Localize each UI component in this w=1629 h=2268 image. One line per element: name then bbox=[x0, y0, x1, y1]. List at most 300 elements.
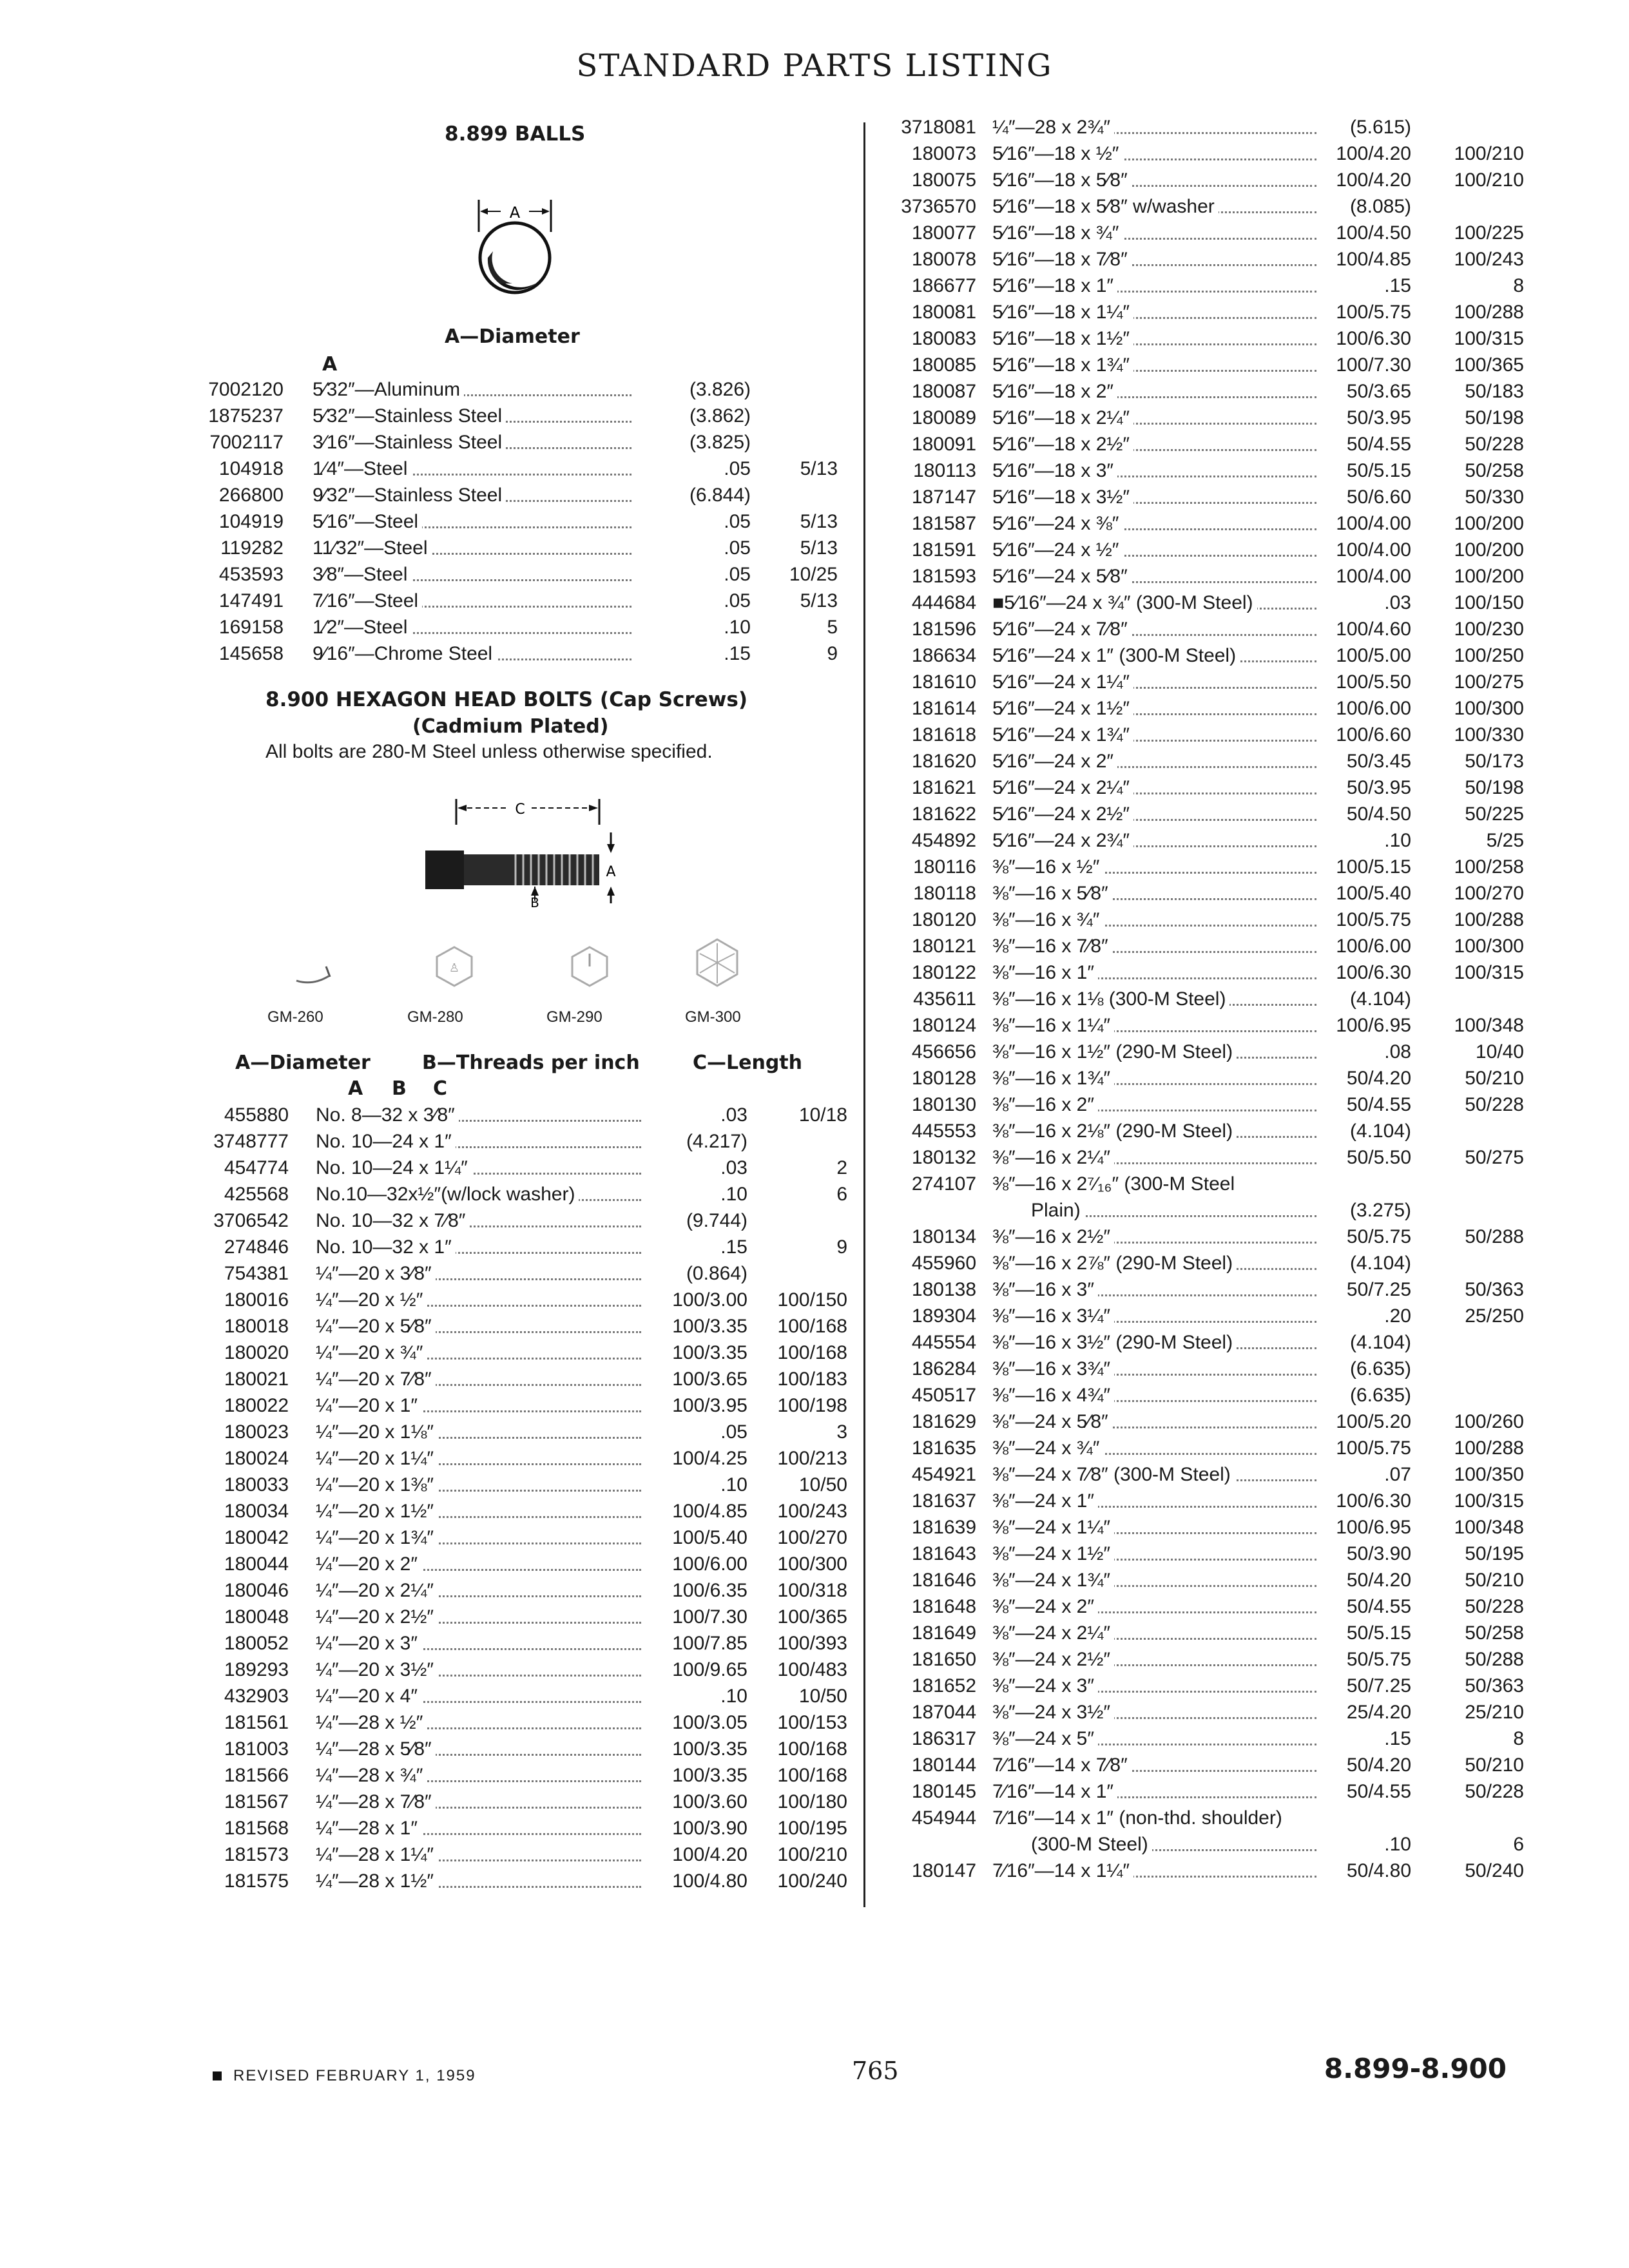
description-text: 5⁄16″—18 x 2¼″ bbox=[992, 407, 1133, 428]
description-text: ⅜″—24 x 1″ bbox=[992, 1490, 1098, 1512]
part-number: 104918 bbox=[218, 458, 284, 479]
table-row bbox=[867, 616, 1530, 642]
part-description bbox=[992, 722, 1316, 748]
part-number: 145658 bbox=[218, 643, 284, 664]
unit-price: .07 bbox=[1384, 1464, 1411, 1485]
part-number: 104919 bbox=[218, 511, 284, 532]
part-number: 180118 bbox=[913, 883, 976, 904]
description-text: 5⁄16″—24 x 1¾″ bbox=[992, 724, 1133, 745]
unit-price: (3.825) bbox=[689, 432, 751, 453]
description-text: ■5⁄16″—24 x ¾″ (300-M Steel) bbox=[992, 592, 1257, 613]
part-description bbox=[316, 1102, 641, 1128]
quantity-price: 50/210 bbox=[1465, 1068, 1524, 1089]
table-row bbox=[193, 1498, 851, 1524]
revised-note bbox=[213, 2067, 476, 2085]
table-row bbox=[867, 1276, 1530, 1303]
quantity-price: 50/363 bbox=[1465, 1279, 1524, 1300]
head-caption-gm290: GM-290 bbox=[546, 1008, 602, 1026]
table-row bbox=[867, 273, 1530, 299]
unit-price: .05 bbox=[724, 564, 751, 585]
table-row bbox=[867, 1752, 1530, 1778]
unit-price: (9.744) bbox=[686, 1210, 747, 1231]
part-number: 180138 bbox=[911, 1279, 976, 1300]
unit-price: 50/3.90 bbox=[1346, 1543, 1411, 1564]
part-number: 180048 bbox=[224, 1606, 289, 1628]
part-description bbox=[313, 376, 631, 403]
unit-price: 50/5.50 bbox=[1346, 1147, 1411, 1168]
quantity-price: 100/270 bbox=[777, 1527, 847, 1548]
col-header-threads: B—Threads per inch bbox=[422, 1052, 640, 1074]
part-description bbox=[992, 1805, 1316, 1831]
description-text: ⅜″—24 x 3½″ bbox=[992, 1702, 1114, 1723]
quantity-price: 100/153 bbox=[777, 1712, 847, 1733]
part-number: 180144 bbox=[911, 1754, 976, 1776]
part-description bbox=[992, 140, 1316, 167]
table-row bbox=[867, 510, 1530, 537]
part-number: 189293 bbox=[224, 1659, 289, 1680]
table-row bbox=[867, 378, 1530, 405]
unit-price: 100/5.20 bbox=[1336, 1411, 1411, 1432]
unit-price: 100/4.80 bbox=[672, 1870, 747, 1892]
unit-price: 100/6.00 bbox=[672, 1553, 747, 1575]
description-text: ⅜″—24 x 2″ bbox=[992, 1596, 1098, 1617]
unit-price: 100/9.65 bbox=[672, 1659, 747, 1680]
part-description bbox=[992, 854, 1316, 880]
table-row bbox=[867, 563, 1530, 590]
unit-price: 100/4.00 bbox=[1336, 566, 1411, 587]
description-text: 1⁄4″—Steel bbox=[313, 458, 411, 479]
part-description bbox=[316, 1445, 641, 1472]
table-row bbox=[193, 1313, 851, 1340]
part-description bbox=[992, 1118, 1316, 1144]
table-row bbox=[193, 535, 851, 561]
part-description bbox=[992, 1012, 1316, 1039]
balls-heading: 8.899 BALLS bbox=[445, 122, 586, 146]
unit-price: .05 bbox=[724, 511, 751, 532]
description-text: ¼″—28 x ¾″ bbox=[316, 1765, 427, 1786]
description-text: 5⁄16″—18 x 5⁄8″ w/washer bbox=[992, 196, 1219, 217]
part-number: 181566 bbox=[224, 1765, 289, 1786]
description-text: ¼″—28 x ½″ bbox=[316, 1712, 427, 1733]
unit-price: 100/6.30 bbox=[1336, 962, 1411, 983]
part-number: 435611 bbox=[913, 988, 976, 1010]
unit-price: 100/5.40 bbox=[1336, 883, 1411, 904]
description-text: 5⁄16″—24 x 1¼″ bbox=[992, 671, 1133, 693]
unit-price: 100/6.95 bbox=[1336, 1517, 1411, 1538]
description-text: Plain) bbox=[1031, 1200, 1084, 1221]
description-text: ¼″—28 x 2¾″ bbox=[992, 117, 1114, 138]
part-description bbox=[992, 1382, 1316, 1408]
part-number: 180087 bbox=[911, 381, 976, 402]
quantity-price: 100/200 bbox=[1454, 539, 1524, 561]
unit-price: 100/6.30 bbox=[1336, 1490, 1411, 1512]
part-number: 180075 bbox=[911, 169, 976, 191]
unit-price: 100/6.35 bbox=[672, 1580, 747, 1601]
part-number: 181568 bbox=[224, 1818, 289, 1839]
part-description bbox=[316, 1841, 641, 1868]
quantity-price: 100/483 bbox=[777, 1659, 847, 1680]
part-description bbox=[316, 1657, 641, 1683]
description-text: ⅜″—16 x 2″ bbox=[992, 1094, 1098, 1115]
part-number: 455880 bbox=[224, 1104, 289, 1126]
quantity-price: 5/13 bbox=[800, 537, 838, 559]
quantity-price: 10/18 bbox=[798, 1104, 847, 1126]
quantity-price: 100/243 bbox=[777, 1501, 847, 1522]
part-description bbox=[992, 774, 1316, 801]
part-number: 119282 bbox=[220, 537, 284, 559]
unit-price: 100/3.00 bbox=[672, 1289, 747, 1311]
quantity-price: 100/275 bbox=[1454, 671, 1524, 693]
unit-price: .15 bbox=[720, 1236, 747, 1258]
bolts-table-right bbox=[867, 114, 1530, 1884]
table-row bbox=[867, 457, 1530, 484]
ball-diagram bbox=[474, 187, 557, 303]
unit-price: 100/3.35 bbox=[672, 1765, 747, 1786]
table-row bbox=[867, 114, 1530, 140]
quantity-price: 100/225 bbox=[1454, 222, 1524, 244]
quantity-price: 100/315 bbox=[1454, 962, 1524, 983]
quantity-price: 50/258 bbox=[1465, 460, 1524, 481]
table-row bbox=[867, 167, 1530, 193]
quantity-price: 100/300 bbox=[1454, 698, 1524, 719]
quantity-price: 100/288 bbox=[1454, 1437, 1524, 1459]
head-caption-gm280: GM-280 bbox=[407, 1008, 463, 1026]
part-description bbox=[316, 1260, 641, 1287]
description-text: ⅜″—16 x 2½″ bbox=[992, 1226, 1114, 1247]
part-number: 180091 bbox=[911, 434, 976, 455]
unit-price: (3.275) bbox=[1349, 1200, 1411, 1221]
quantity-price: 100/288 bbox=[1454, 909, 1524, 930]
part-description bbox=[992, 1725, 1316, 1752]
part-description bbox=[316, 1630, 641, 1657]
description-text: 5⁄16″—24 x ⅜″ bbox=[992, 513, 1123, 534]
unit-price: 100/5.00 bbox=[1336, 645, 1411, 666]
description-text: ⅜″—24 x 2½″ bbox=[992, 1649, 1114, 1670]
part-number: 454944 bbox=[911, 1807, 976, 1829]
part-description bbox=[316, 1313, 641, 1340]
unit-price: 100/4.25 bbox=[672, 1448, 747, 1469]
part-number: 180018 bbox=[224, 1316, 289, 1337]
part-description bbox=[992, 1356, 1316, 1382]
part-number: 181620 bbox=[911, 751, 976, 772]
table-row bbox=[193, 1472, 851, 1498]
description-text: No. 10—32 x 1″ bbox=[316, 1236, 456, 1258]
table-row bbox=[867, 907, 1530, 933]
description-text: ⅜″—24 x 1½″ bbox=[992, 1543, 1114, 1564]
description-text: ¼″—20 x 1⅜″ bbox=[316, 1474, 438, 1495]
part-number: 454892 bbox=[911, 830, 976, 851]
balls-diameter-heading: A—Diameter bbox=[445, 325, 580, 348]
table-row bbox=[867, 1250, 1530, 1276]
part-number: 187044 bbox=[911, 1702, 976, 1723]
part-description bbox=[316, 1604, 641, 1630]
part-description bbox=[1031, 1197, 1316, 1224]
unit-price: 50/5.75 bbox=[1346, 1226, 1411, 1247]
table-row bbox=[867, 1541, 1530, 1567]
part-number: 186677 bbox=[911, 275, 976, 296]
description-text: ⅜″—16 x ¾″ bbox=[992, 909, 1103, 930]
quantity-price: 50/363 bbox=[1465, 1675, 1524, 1696]
part-number: 186634 bbox=[911, 645, 976, 666]
unit-price: 100/4.20 bbox=[1336, 169, 1411, 191]
description-text: ⅜″—16 x 2⁷⁄₁₆″ (300-M Steel bbox=[992, 1173, 1239, 1195]
unit-price: 50/5.15 bbox=[1346, 460, 1411, 481]
quantity-price: 100/183 bbox=[777, 1369, 847, 1390]
part-number: 180077 bbox=[911, 222, 976, 244]
unit-price: 100/5.15 bbox=[1336, 856, 1411, 878]
table-row bbox=[867, 1858, 1530, 1884]
unit-price: 50/4.20 bbox=[1346, 1068, 1411, 1089]
table-row bbox=[867, 1514, 1530, 1541]
svg-text:♙: ♙ bbox=[448, 961, 460, 975]
description-text: ¼″—20 x ¾″ bbox=[316, 1342, 427, 1363]
part-description bbox=[992, 880, 1316, 907]
unit-price: 100/6.60 bbox=[1336, 724, 1411, 745]
description-text: ¼″—20 x 4″ bbox=[316, 1686, 421, 1707]
description-text: ⅜″—16 x 2⅛″ (290-M Steel) bbox=[992, 1120, 1237, 1142]
unit-price: .05 bbox=[724, 458, 751, 479]
description-text: ¼″—20 x 2″ bbox=[316, 1553, 421, 1575]
part-description bbox=[992, 1276, 1316, 1303]
part-description bbox=[316, 1815, 641, 1841]
table-row bbox=[867, 1065, 1530, 1091]
table-row bbox=[193, 1736, 851, 1762]
description-text: ⅜″—24 x 7⁄8″ (300-M Steel) bbox=[992, 1464, 1235, 1485]
table-row bbox=[193, 614, 851, 640]
description-text: ¼″—28 x 1½″ bbox=[316, 1870, 438, 1892]
part-description bbox=[316, 1524, 641, 1551]
part-number: 147491 bbox=[218, 590, 284, 611]
part-description bbox=[313, 614, 631, 640]
unit-price: 100/3.60 bbox=[672, 1791, 747, 1812]
quantity-price: 50/228 bbox=[1465, 1781, 1524, 1802]
part-description bbox=[992, 537, 1316, 563]
table-row bbox=[193, 1630, 851, 1657]
table-row bbox=[193, 561, 851, 588]
quantity-price: 50/288 bbox=[1465, 1226, 1524, 1247]
part-description bbox=[992, 1250, 1316, 1276]
description-text: 5⁄16″—24 x 5⁄8″ bbox=[992, 566, 1132, 587]
part-description bbox=[992, 907, 1316, 933]
description-text: ⅜″—16 x 7⁄8″ bbox=[992, 936, 1112, 957]
table-row bbox=[867, 880, 1530, 907]
quantity-price: 100/315 bbox=[1454, 1490, 1524, 1512]
quantity-price: 50/228 bbox=[1465, 1596, 1524, 1617]
table-row bbox=[867, 1699, 1530, 1725]
unit-price: 100/3.35 bbox=[672, 1738, 747, 1760]
quantity-price: 100/150 bbox=[1454, 592, 1524, 613]
quantity-price: 100/210 bbox=[1454, 169, 1524, 191]
unit-price: 100/4.20 bbox=[1336, 143, 1411, 164]
quantity-price: 50/240 bbox=[1465, 1860, 1524, 1881]
part-number: 181587 bbox=[911, 513, 976, 534]
description-text: ⅜″—16 x 3¼″ bbox=[992, 1305, 1114, 1327]
quantity-price: 8 bbox=[1513, 275, 1524, 296]
part-number: 181573 bbox=[224, 1844, 289, 1865]
part-number: 181635 bbox=[911, 1437, 976, 1459]
unit-price: 50/4.55 bbox=[1346, 434, 1411, 455]
unit-price: (4.104) bbox=[1349, 988, 1411, 1010]
description-text: ⅜″—16 x 4¾″ bbox=[992, 1385, 1114, 1406]
column-divider bbox=[863, 122, 865, 1907]
table-row bbox=[193, 1155, 851, 1181]
part-description bbox=[992, 1593, 1316, 1620]
part-number: 3736570 bbox=[901, 196, 976, 217]
description-text: ¼″—20 x 1½″ bbox=[316, 1501, 438, 1522]
description-text: ⅜″—16 x 5⁄8″ bbox=[992, 883, 1112, 904]
unit-price: 50/4.20 bbox=[1346, 1570, 1411, 1591]
part-description bbox=[316, 1366, 641, 1392]
table-row bbox=[867, 1224, 1530, 1250]
col-letter-c: C bbox=[433, 1077, 448, 1100]
unit-price: .10 bbox=[1384, 830, 1411, 851]
table-row bbox=[193, 1868, 851, 1894]
quantity-price: 50/173 bbox=[1465, 751, 1524, 772]
head-gm280-icon bbox=[425, 941, 483, 992]
table-row bbox=[193, 1366, 851, 1392]
revised-bullet-icon bbox=[213, 2071, 222, 2081]
part-number: 180033 bbox=[224, 1474, 289, 1495]
table-row bbox=[867, 1118, 1530, 1144]
quantity-price: 10/50 bbox=[798, 1474, 847, 1495]
table-row bbox=[867, 299, 1530, 325]
quantity-price: 100/180 bbox=[777, 1791, 847, 1812]
unit-price: (4.104) bbox=[1349, 1120, 1411, 1142]
part-description bbox=[992, 642, 1316, 669]
description-text: 5⁄16″—Steel bbox=[313, 511, 422, 532]
part-description bbox=[316, 1234, 641, 1260]
part-description bbox=[313, 482, 631, 508]
description-text: ⅜″—24 x 5⁄8″ bbox=[992, 1411, 1112, 1432]
part-description bbox=[992, 299, 1316, 325]
col-letter-b: B bbox=[392, 1077, 407, 1100]
bolt-diagram-label-a: A bbox=[606, 864, 616, 880]
description-text: No.10—32x½″(w/lock washer) bbox=[316, 1184, 579, 1205]
description-text: 5⁄16″—18 x 3″ bbox=[992, 460, 1117, 481]
description-text: 11⁄32″—Steel bbox=[313, 537, 432, 559]
table-row bbox=[193, 640, 851, 667]
bolts-subheading: (Cadmium Plated) bbox=[412, 715, 609, 738]
description-text: ⅜″—16 x 2¼″ bbox=[992, 1147, 1114, 1168]
table-row bbox=[193, 1604, 851, 1630]
unit-price: .10 bbox=[720, 1474, 747, 1495]
quantity-price: 100/168 bbox=[777, 1342, 847, 1363]
part-description bbox=[316, 1789, 641, 1815]
unit-price: 50/4.55 bbox=[1346, 1094, 1411, 1115]
bolt-diagram-label-b: B bbox=[530, 895, 539, 908]
part-description bbox=[992, 457, 1316, 484]
table-row bbox=[867, 484, 1530, 510]
unit-price: .10 bbox=[1384, 1834, 1411, 1855]
table-row bbox=[867, 1461, 1530, 1488]
part-description bbox=[316, 1155, 641, 1181]
unit-price: .15 bbox=[724, 643, 751, 664]
unit-price: (4.104) bbox=[1349, 1253, 1411, 1274]
quantity-price: 50/330 bbox=[1465, 486, 1524, 508]
unit-price: 100/7.85 bbox=[672, 1633, 747, 1654]
part-number: 180034 bbox=[224, 1501, 289, 1522]
part-description bbox=[316, 1207, 641, 1234]
part-description bbox=[313, 588, 631, 614]
unit-price: 100/3.95 bbox=[672, 1395, 747, 1416]
table-row bbox=[867, 722, 1530, 748]
unit-price: 50/5.75 bbox=[1346, 1649, 1411, 1670]
unit-price: 100/4.00 bbox=[1336, 513, 1411, 534]
part-number: 180081 bbox=[911, 302, 976, 323]
quantity-price: 100/318 bbox=[777, 1580, 847, 1601]
quantity-price: 25/210 bbox=[1465, 1702, 1524, 1723]
part-description bbox=[992, 1567, 1316, 1593]
quantity-price: 100/210 bbox=[777, 1844, 847, 1865]
description-text: ¼″—20 x 1″ bbox=[316, 1395, 421, 1416]
description-text: ¼″—20 x 1⅛″ bbox=[316, 1421, 438, 1443]
unit-price: (6.635) bbox=[1349, 1358, 1411, 1379]
description-text: 3⁄8″—Steel bbox=[313, 564, 411, 585]
description-text: (300-M Steel) bbox=[1031, 1834, 1152, 1855]
unit-price: (8.085) bbox=[1349, 196, 1411, 217]
part-number: 455960 bbox=[911, 1253, 976, 1274]
description-text: ⅜″—16 x 1¼″ bbox=[992, 1015, 1114, 1036]
unit-price: 50/4.20 bbox=[1346, 1754, 1411, 1776]
quantity-price: 50/210 bbox=[1465, 1754, 1524, 1776]
quantity-price: 6 bbox=[1513, 1834, 1524, 1855]
head-gm290-icon bbox=[561, 941, 619, 992]
table-row bbox=[193, 1234, 851, 1260]
table-row bbox=[193, 1657, 851, 1683]
part-description bbox=[316, 1340, 641, 1366]
quantity-price: 5 bbox=[827, 617, 838, 638]
part-number: 181648 bbox=[911, 1596, 976, 1617]
part-number: 444684 bbox=[911, 592, 976, 613]
description-text: ⅜″—24 x 2¼″ bbox=[992, 1622, 1114, 1644]
part-number: 180020 bbox=[224, 1342, 289, 1363]
table-row bbox=[867, 1778, 1530, 1805]
bolts-table-left bbox=[193, 1102, 851, 1894]
description-text: 5⁄16″—24 x 2″ bbox=[992, 751, 1117, 772]
table-row bbox=[193, 1445, 851, 1472]
description-text: ¼″—20 x 5⁄8″ bbox=[316, 1316, 436, 1337]
part-number: 181622 bbox=[911, 803, 976, 825]
unit-price: 50/5.15 bbox=[1346, 1622, 1411, 1644]
unit-price: 100/6.30 bbox=[1336, 328, 1411, 349]
quantity-price: 100/300 bbox=[1454, 936, 1524, 957]
table-row bbox=[193, 1128, 851, 1155]
table-row bbox=[193, 1789, 851, 1815]
table-row bbox=[867, 1435, 1530, 1461]
col-header-length: C—Length bbox=[693, 1052, 803, 1074]
quantity-price: 5/13 bbox=[800, 511, 838, 532]
description-text: 7⁄16″—14 x 1¼″ bbox=[992, 1860, 1133, 1881]
table-row bbox=[193, 1683, 851, 1709]
quantity-price: 100/150 bbox=[777, 1289, 847, 1311]
part-number: 180122 bbox=[911, 962, 976, 983]
part-description bbox=[992, 1144, 1316, 1171]
part-description bbox=[992, 1541, 1316, 1567]
quantity-price: 50/198 bbox=[1465, 407, 1524, 428]
quantity-price: 100/168 bbox=[777, 1738, 847, 1760]
quantity-price: 50/195 bbox=[1465, 1543, 1524, 1564]
unit-price: 100/5.75 bbox=[1336, 302, 1411, 323]
unit-price: 100/5.40 bbox=[672, 1527, 747, 1548]
part-description bbox=[316, 1419, 641, 1445]
quantity-price: 100/243 bbox=[1454, 249, 1524, 270]
part-number: 432903 bbox=[224, 1686, 289, 1707]
table-row bbox=[193, 1207, 851, 1234]
quantity-price: 100/195 bbox=[777, 1818, 847, 1839]
description-text: No. 8—32 x 3⁄8″ bbox=[316, 1104, 459, 1126]
table-row bbox=[193, 1260, 851, 1287]
unit-price: 50/7.25 bbox=[1346, 1675, 1411, 1696]
